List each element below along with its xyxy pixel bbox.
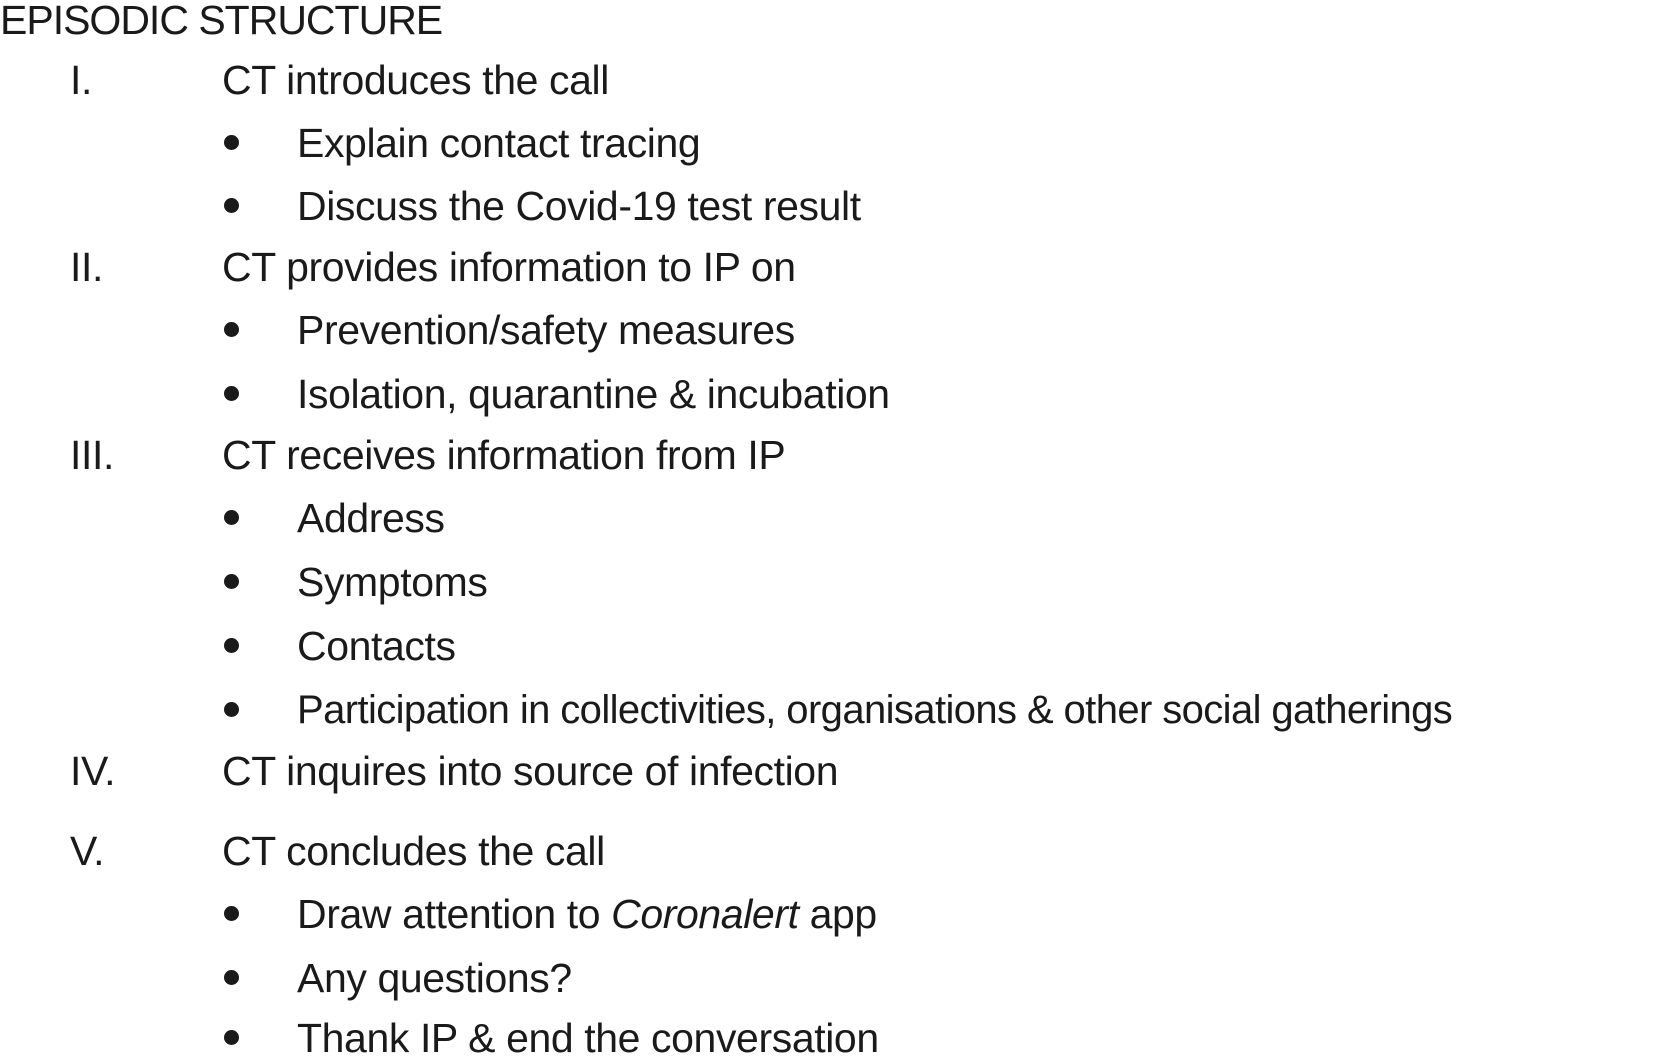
section-5-numeral: V. <box>70 828 105 874</box>
bullet-icon <box>224 510 239 525</box>
list-item-text <box>297 890 877 938</box>
section-3-title: CT receives information from IP <box>222 432 786 478</box>
list-item-text: Prevention/safety measures <box>297 307 795 353</box>
section-1-numeral: I. <box>70 57 92 103</box>
section-4-numeral: IV. <box>70 748 116 794</box>
bullet-icon <box>224 198 239 213</box>
list-item-text: Participation in collectivities, organisations & other social gatherings <box>297 688 1453 732</box>
list-item-text: Contacts <box>297 623 456 669</box>
section-5-title: CT concludes the call <box>222 828 605 874</box>
list-item-text: Discuss the Covid-19 test result <box>297 183 861 229</box>
bullet-icon <box>224 135 239 150</box>
bullet-icon <box>224 322 239 337</box>
app-name: Coronalert <box>611 891 799 937</box>
list-item-text: Any questions? <box>297 955 572 1001</box>
bullet-icon <box>224 1030 239 1045</box>
bullet-icon <box>224 970 239 985</box>
list-item-text: Isolation, quarantine & incubation <box>297 371 890 417</box>
section-4-title: CT inquires into source of infection <box>222 748 839 794</box>
bullet-icon <box>224 638 239 653</box>
section-2-title: CT provides information to IP on <box>222 244 796 290</box>
list-item-text-part: app <box>798 891 877 937</box>
list-item-text: Thank IP & end the conversation <box>297 1015 879 1061</box>
bullet-icon <box>224 386 239 401</box>
section-3-numeral: III. <box>70 432 114 478</box>
list-item-text-part: Draw attention to <box>297 891 612 937</box>
bullet-icon <box>224 702 239 717</box>
bullet-icon <box>224 906 239 921</box>
document-heading: EPISODIC STRUCTURE <box>0 0 443 43</box>
list-item-text: Symptoms <box>297 559 488 605</box>
bullet-icon <box>224 574 239 589</box>
section-1-title: CT introduces the call <box>222 57 609 103</box>
section-2-numeral: II. <box>70 244 103 290</box>
list-item-text: Address <box>297 495 445 541</box>
list-item-text: Explain contact tracing <box>297 120 701 166</box>
